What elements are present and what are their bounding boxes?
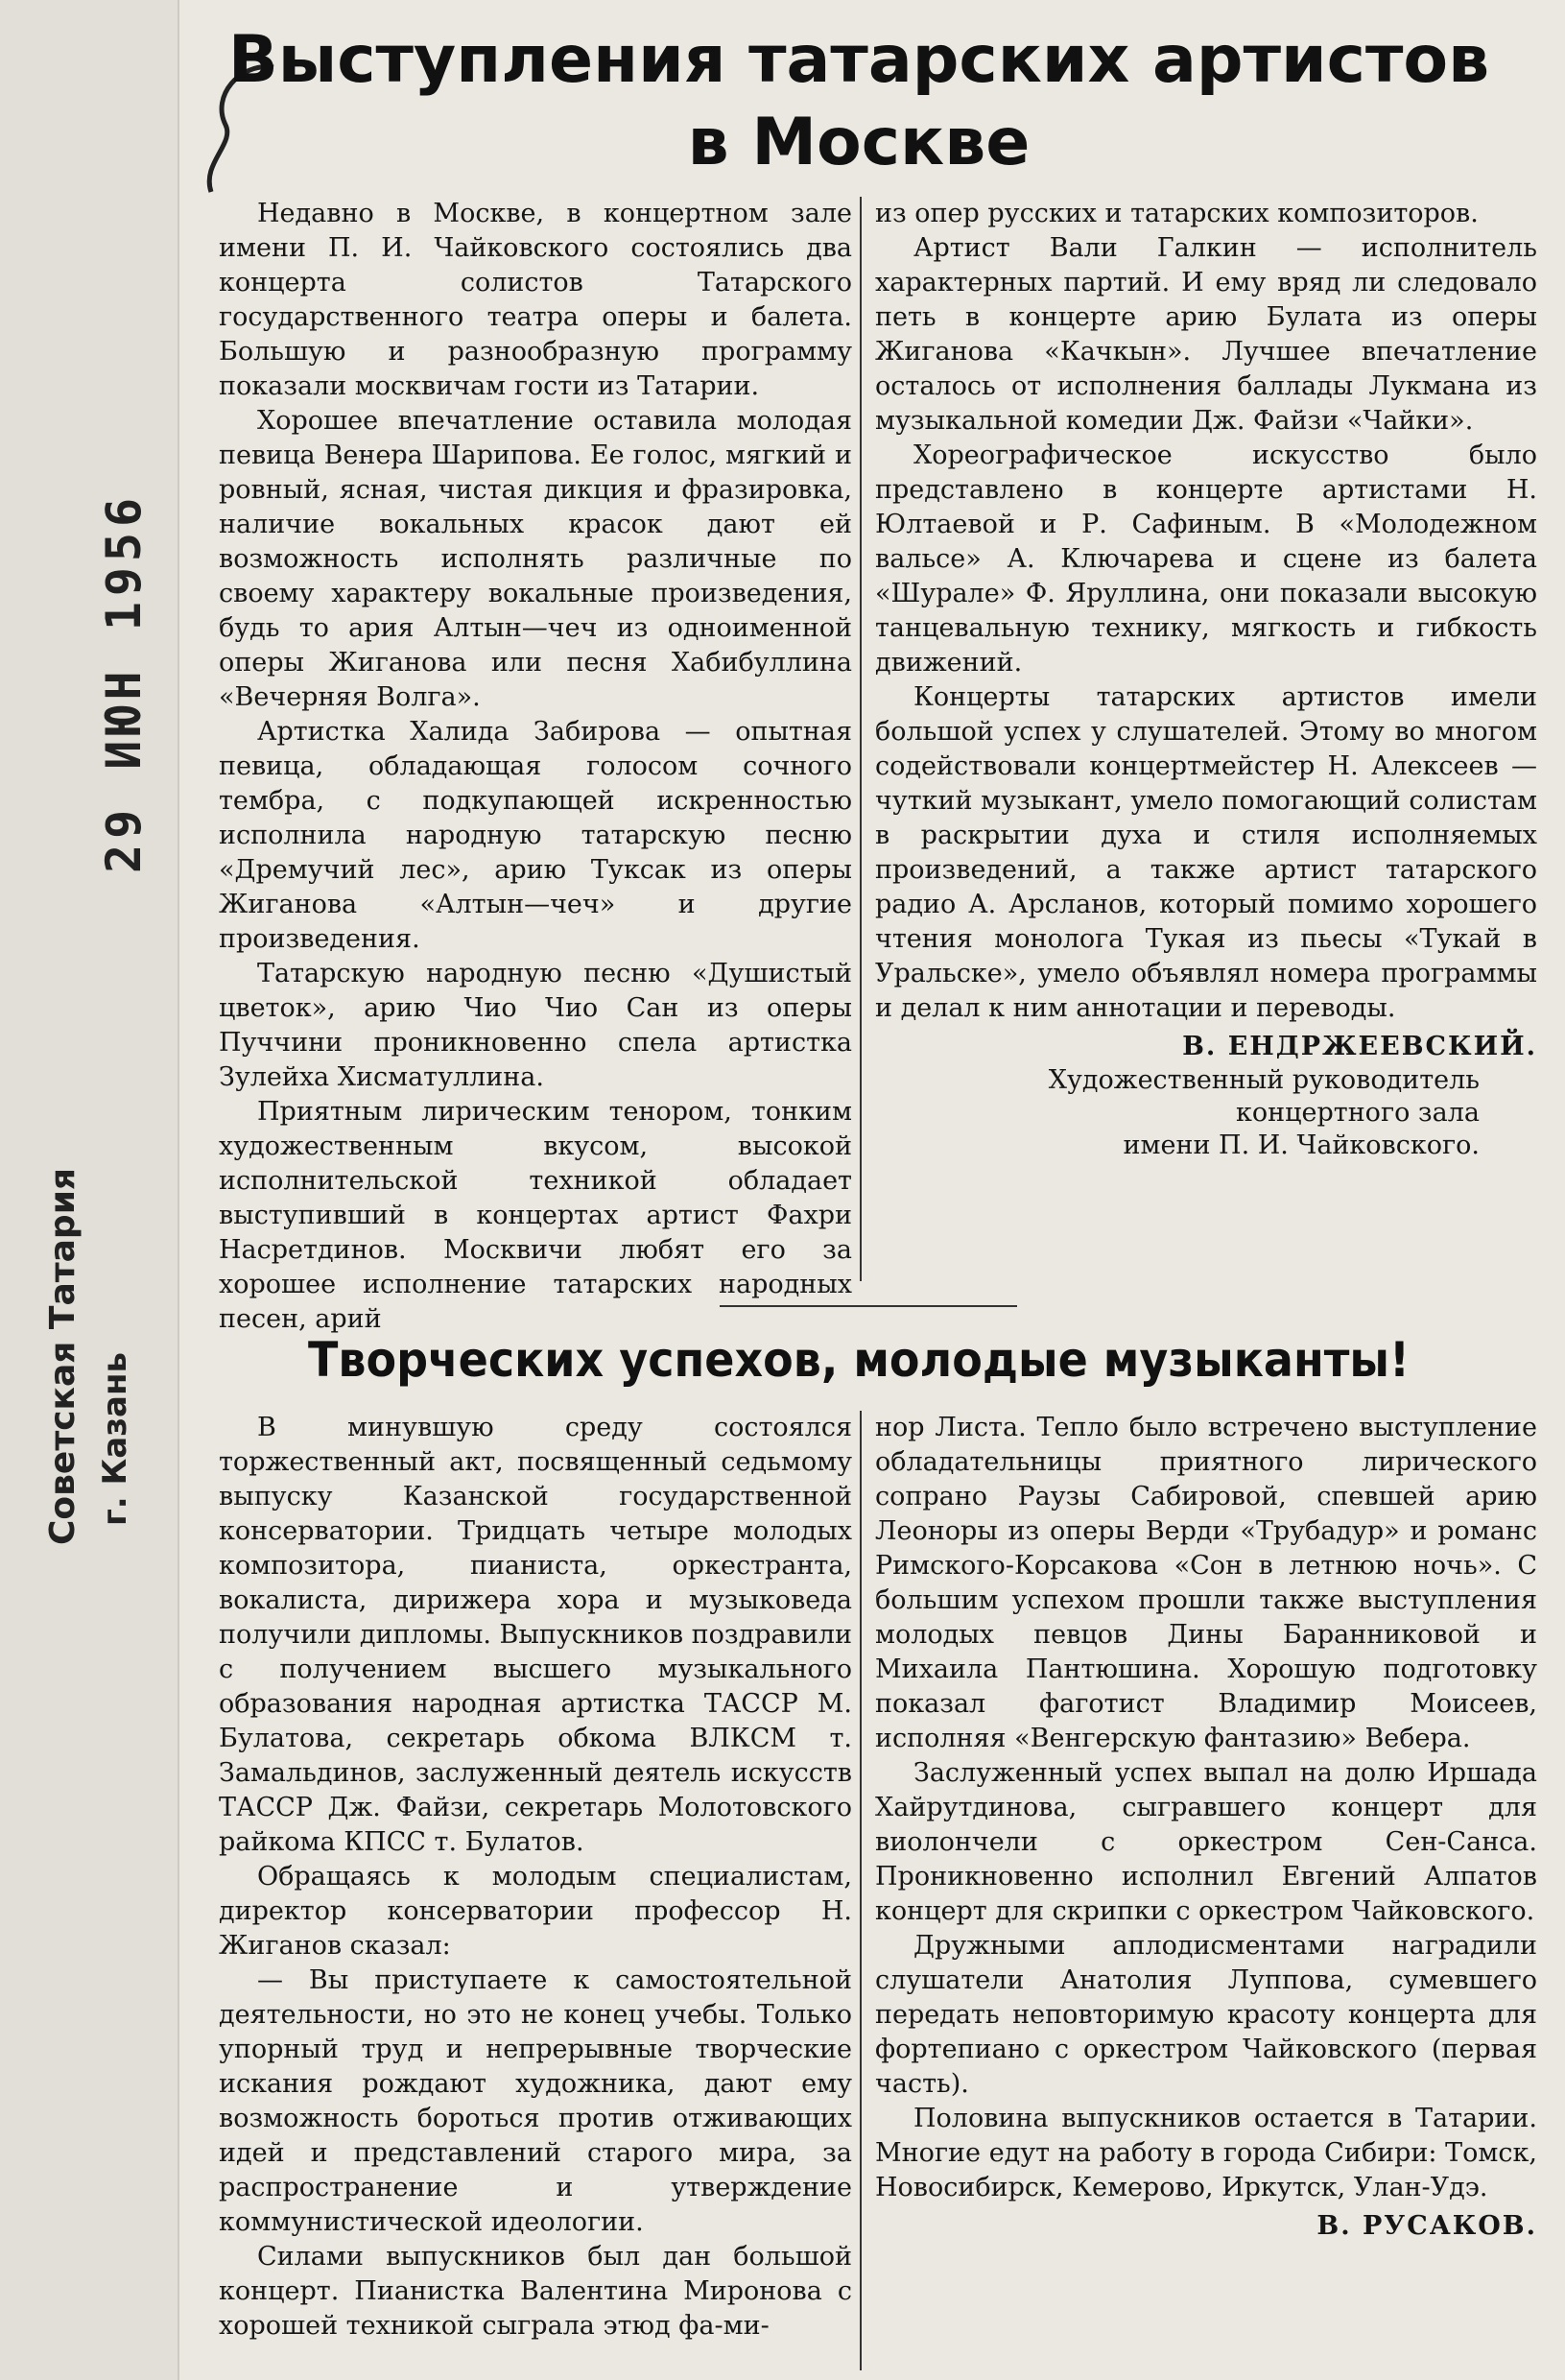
article1-title-line1: Выступления татарских артистов bbox=[227, 22, 1490, 98]
paragraph: Хореографическое искусство было представлено в концерте артистами Н. Юлтаевой и Р. Сафиным. В «Молодежном вальсе» А. Ключарева и сцене из балета «Шурале» Ф. Яруллина, они показали высокую танцевальную технику, мягкость и гибкость движений. bbox=[875, 440, 1537, 678]
signature-title-line: концертного зала bbox=[1236, 1098, 1480, 1128]
paragraph: Хорошее впечатление оставила молодая певица Венера Шарипова. Ее голос, мягкий и ровный, ясная, чистая дикция и фразировка, наличие вокальных красок дают ей возможность исполнять различные по своему характеру вокальные произведения, будь то ария Алтын—чеч из одноименной оперы Жиганова или песня Хабибуллина «Вечерняя Волга». bbox=[219, 406, 852, 712]
paragraph: Дружными аплодисментами наградили слушатели Анатолия Луппова, сумевшего передать неповторимую красоту концерта для фортепиано с оркестром Чайковского (первая часть). bbox=[875, 1931, 1537, 2099]
paragraph: — Вы приступаете к самостоятельной деятельности, но это не конец учебы. Только упорный труд и непрерывные творческие искания рождают художника, дают ему возможность бороться против отживающих идей и представлений старого мира, за распространение и утверждение коммунистической идеологии. bbox=[219, 1965, 852, 2237]
signature-title-line: имени П. И. Чайковского. bbox=[1123, 1130, 1480, 1160]
paragraph: Обращаясь к молодым специалистам, директор консерватории профессор Н. Жиганов сказал: bbox=[219, 1862, 852, 1961]
source-city: г. Казань bbox=[96, 1352, 134, 1526]
column-divider bbox=[860, 1411, 862, 2370]
paragraph: нор Листа. Тепло было встречено выступление обладательницы приятного лирического сопрано Раузы Сабировой, спевшей арию Леоноры из оперы Верди «Трубадур» и романс Римского-Корсакова «Сон в летнюю ночь». С большим успехом прошли также выступления молодых певцов Дины Баранниковой и Михаила Пантюшина. Хорошую подготовку показал фаготист Владимир Моисеев, исполняя «Венгерскую фантазию» Вебера. bbox=[875, 1413, 1537, 1753]
paragraph: Приятным лирическим тенором, тонким художественным вкусом, высокой исполнительской техникой обладает выступивший в концертах артист Фахри Насретдинов. Москвичи любят его за хорошее исполнение татарских народных песен, арий bbox=[219, 1097, 852, 1334]
article1-column1 bbox=[219, 197, 852, 1334]
paragraph: из опер русских и татарских композиторов. bbox=[875, 199, 1479, 228]
article-separator bbox=[720, 1305, 1017, 1307]
source-newspaper-name: Советская Татария bbox=[43, 1167, 83, 1545]
paragraph: Недавно в Москве, в концертном зале имени П. И. Чайковского состоялись два концерта солистов Татарского государственного театра оперы и балета. Большую и разнообразную программу показали москвичам гости из Татарии. bbox=[219, 199, 852, 401]
article1-signature: В. ЕНДРЖЕЕВСКИЙ. bbox=[1182, 1032, 1537, 1061]
date-stamp bbox=[96, 816, 152, 873]
article2-headline: Творческих успехов, молодые музыканты! bbox=[308, 1332, 1410, 1388]
article2-column2 bbox=[875, 1411, 1537, 2380]
paragraph: Артистка Халида Забирова — опытная певица, обладающая голосом сочного тембра, с подкупающей искренностью исполнила народную татарскую песню «Дремучий лес», арию Туксак из оперы Жиганова «Алтын—чеч» и другие произведения. bbox=[219, 717, 852, 954]
paragraph: В минувшую среду состоялся торжественный акт, посвященный седьмому выпуску Казанской государственной консерватории. Тридцать четыре молодых композитора, пианиста, оркестранта, вокалиста, дирижера хора и музыковеда получили дипломы. Выпускников поздравили с получением высшего музыкального образования народная артистка ТАССР М. Булатова, секретарь обкома ВЛКСМ т. Замальдинов, заслуженный деятель искусств ТАССР Дж. Файзи, секретарь Молотовского райкома КПСС т. Булатов. bbox=[219, 1413, 852, 1857]
article1-headline bbox=[221, 19, 1497, 184]
paragraph: Половина выпускников остается в Татарии. Многие едут на работу в города Сибири: Томск, Новосибирск, Кемерово, Иркутск, Улан-Удэ. bbox=[875, 2104, 1537, 2202]
paragraph: Заслуженный успех выпал на долю Иршада Хайрутдинова, сыгравшего концерт для виолончели с оркестром Сен-Санса. Проникновенно исполнил Евгений Алпатов концерт для скрипки с оркестром Чайковского. bbox=[875, 1758, 1537, 1926]
paragraph: Артист Вали Галкин — исполнитель характерных партий. И ему вряд ли следовало петь в концерте арию Булата из оперы Жиганова «Качкын». Лучшее впечатление осталось от исполнения баллады Лукмана из музыкальной комедии Дж. Файзи «Чайки». bbox=[875, 233, 1537, 436]
article2-column1 bbox=[219, 1411, 852, 2380]
signature-title-line: Художественный руководитель bbox=[1048, 1065, 1480, 1095]
paragraph: Татарскую народную песню «Душистый цветок», арию Чио Чио Сан из оперы Пуччини проникновенно спела артистка Зулейха Хисматуллина. bbox=[219, 959, 852, 1092]
article2-signature: В. РУСАКОВ. bbox=[1316, 2211, 1537, 2241]
paragraph: Силами выпускников был дан большой концерт. Пианистка Валентина Миронова с хорошей техникой сыграла этюд фа-ми- bbox=[219, 2242, 852, 2341]
article1-column2 bbox=[875, 197, 1537, 1291]
paragraph: Концерты татарских артистов имели большой успех у слушателей. Этому во многом содействовали концертмейстер Н. Алексеев — чуткий музыкант, умело помогающий солистам в раскрытии духа и стиля исполняемых произведений, а также артист татарского радио А. Арсланов, который помимо хорошего чтения монолога Тукая из пьесы «Тукай в Уральске», умело объявлял номера программы и делал к ним аннотации и переводы. bbox=[875, 682, 1537, 1023]
article1-title-line2: в Москве bbox=[687, 105, 1031, 180]
column-divider bbox=[860, 197, 862, 1281]
